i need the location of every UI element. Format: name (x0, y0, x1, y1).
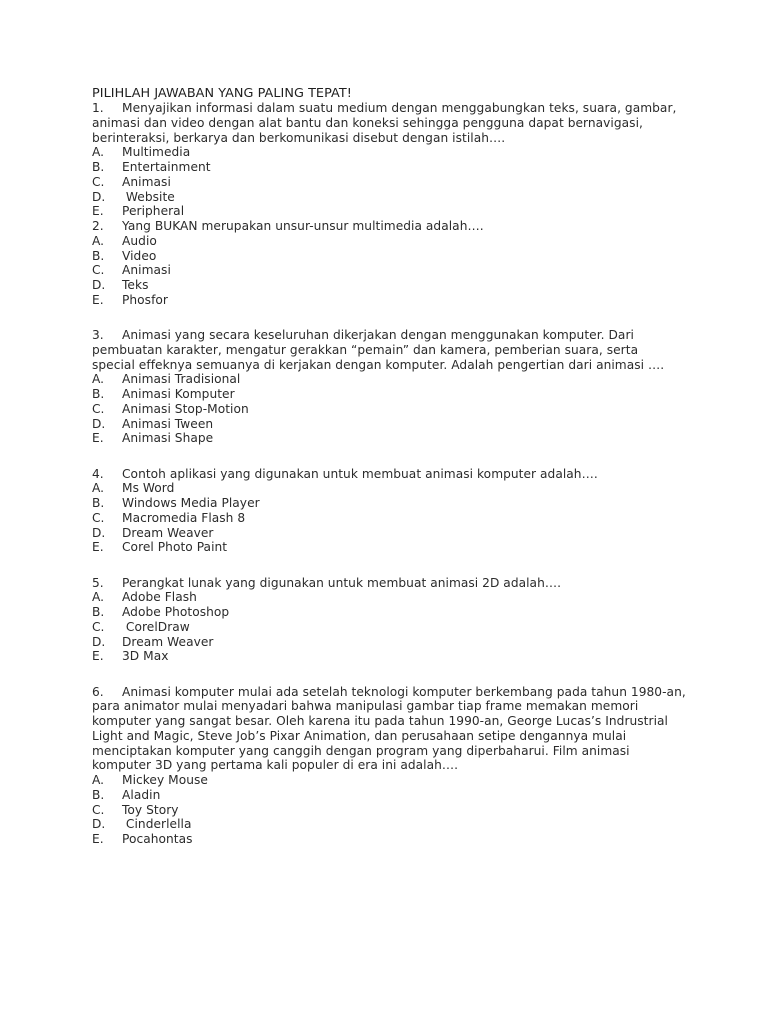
quiz-document (92, 86, 692, 847)
document-title: PILIHLAH JAWABAN YANG PALING TEPAT! (92, 86, 352, 101)
question-3-line-3: special effeknya semuanya di kerjakan dengan komputer. Adalah pengertian dari animasi …. (92, 357, 665, 372)
question-6-option-e: E. Pocahontas (92, 832, 193, 846)
question-6 (92, 685, 692, 847)
question-5-option-a: A. Adobe Flash (92, 590, 197, 605)
question-5 (92, 576, 692, 665)
question-2-number: 2. (92, 219, 104, 233)
question-5-option-d: D. Dream Weaver (92, 634, 214, 649)
question-6-line-1: 6. Animasi komputer mulai ada setelah teknologi komputer berkembang pada tahun 1980-an, (92, 684, 686, 699)
question-3-option-d: D. Animasi Tween (92, 416, 214, 431)
question-4-option-d: D. Dream Weaver (92, 525, 214, 540)
question-6-line-5: menciptakan komputer yang canggih dengan program yang diperbaharui. Film animasi (92, 743, 630, 758)
question-2 (92, 219, 692, 308)
spacer (92, 308, 692, 329)
question-3-line-1: 3. Animasi yang secara keseluruhan dikerjakan dengan menggunakan komputer. Dari (92, 328, 634, 342)
question-2-option-e: E. Phosfor (92, 292, 168, 307)
question-5-option-b: B. Adobe Photoshop (92, 605, 230, 619)
question-6-number: 6. (92, 684, 104, 699)
question-1-option-a: A. Multimedia (92, 145, 191, 160)
spacer (92, 555, 692, 576)
question-3-line-2: pembuatan karakter, mengatur gerakkan “pemain” dan kamera, pemberian suara, serta (92, 342, 639, 357)
question-1-line-3: berinteraksi, berkarya dan berkomunikasi disebut dengan istilah…. (92, 130, 506, 145)
question-2-option-b: B. Video (92, 248, 157, 263)
question-1-option-d: D. Website (92, 189, 175, 204)
question-1-option-e: E. Peripheral (92, 204, 185, 219)
question-5-line-1: 5. Perangkat lunak yang digunakan untuk membuat animasi 2D adalah…. (92, 575, 562, 590)
question-6-line-4: Light and Magic, Steve Job’s Pixar Animation, dan perusahaan setipe dengannya mulai (92, 728, 627, 743)
question-3-option-a: A. Animasi Tradisional (92, 372, 241, 387)
question-6-option-b: B. Aladin (92, 787, 161, 802)
question-3-number: 3. (92, 328, 104, 342)
spacer (92, 446, 692, 467)
question-3-option-c: C. Animasi Stop-Motion (92, 401, 249, 416)
question-4-option-c: C. Macromedia Flash 8 (92, 510, 246, 525)
question-3-option-b: B. Animasi Komputer (92, 387, 235, 401)
question-6-option-c: C. Toy Story (92, 802, 179, 817)
question-5-number: 5. (92, 575, 104, 590)
question-1-number: 1. (92, 101, 104, 115)
question-2-option-a: A. Audio (92, 233, 157, 248)
question-6-line-6: komputer 3D yang pertama kali populer di era ini adalah…. (92, 758, 459, 773)
question-4-line-1: 4. Contoh aplikasi yang digunakan untuk membuat animasi komputer adalah…. (92, 466, 598, 481)
question-3-option-e: E. Animasi Shape (92, 431, 214, 446)
question-1 (92, 101, 692, 219)
question-4-option-a: A. Ms Word (92, 481, 175, 496)
question-4-option-b: B. Windows Media Player (92, 496, 260, 510)
question-1-option-c: C. Animasi (92, 174, 171, 189)
question-6-option-a: A. Mickey Mouse (92, 773, 208, 787)
question-6-option-d: D. Cinderlella (92, 817, 192, 832)
question-1-line-2: animasi dan video dengan alat bantu dan koneksi sehingga pengguna dapat bernavigasi, (92, 115, 643, 130)
question-1-option-b: B. Entertainment (92, 160, 211, 174)
question-4 (92, 467, 692, 556)
question-2-line-1: 2. Yang BUKAN merupakan unsur-unsur multimedia adalah…. (92, 219, 484, 233)
question-4-option-e: E. Corel Photo Paint (92, 540, 228, 555)
question-1-line-1: 1. Menyajikan informasi dalam suatu medium dengan menggabungkan teks, suara, gambar, (92, 101, 677, 115)
question-5-option-c: C. CorelDraw (92, 619, 190, 634)
question-6-line-3: komputer yang sangat besar. Oleh karena itu pada tahun 1990-an, George Lucas’s Indrustrial (92, 714, 668, 728)
question-2-option-d: D. Teks (92, 278, 149, 292)
question-4-number: 4. (92, 466, 104, 481)
question-3 (92, 328, 692, 446)
question-2-option-c: C. Animasi (92, 263, 171, 278)
question-6-line-2: para animator mulai menyadari bahwa manipulasi gambar tiap frame memakan memori (92, 699, 639, 714)
spacer (92, 664, 692, 685)
question-5-option-e: E. 3D Max (92, 649, 169, 664)
